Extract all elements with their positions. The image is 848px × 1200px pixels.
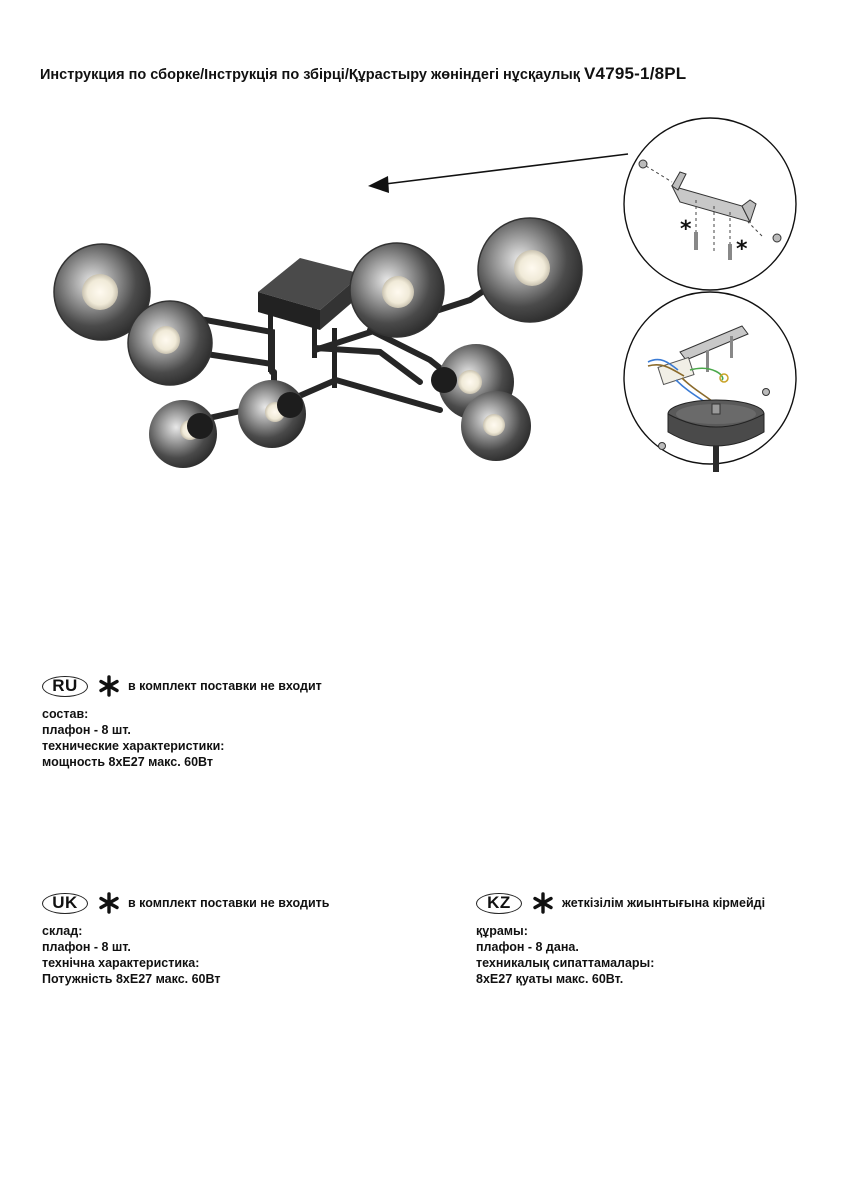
globe-2 bbox=[128, 301, 212, 385]
lang-badge-uk: UK bbox=[42, 893, 88, 914]
model-number: V4795-1/8PL bbox=[584, 64, 687, 83]
asterisk-icon bbox=[98, 892, 120, 914]
globe-8 bbox=[461, 391, 531, 461]
spec-line: плафон - 8 шт. bbox=[42, 723, 131, 737]
spec-lines-ru bbox=[42, 706, 322, 770]
lang-block-uk bbox=[42, 890, 329, 987]
spec-lines-uk bbox=[42, 923, 329, 987]
globe-6 bbox=[478, 218, 582, 322]
spec-line: құрамы: bbox=[476, 924, 528, 938]
not-included-note: в комплект поставки не входит bbox=[128, 679, 322, 693]
asterisk-icon bbox=[98, 675, 120, 697]
spec-line: мощность 8xE27 макс. 60Вт bbox=[42, 755, 214, 769]
spec-line: технические характеристики: bbox=[42, 739, 225, 753]
marker-star-2: * bbox=[736, 237, 748, 262]
assembly-illustration bbox=[0, 0, 848, 520]
not-included-note: жеткізілім жиынтығына кірмейді bbox=[562, 896, 766, 910]
spec-line: плафон - 8 дана. bbox=[476, 940, 579, 954]
lang-badge-ru: RU bbox=[42, 676, 88, 697]
asterisk-icon bbox=[532, 892, 554, 914]
spec-line: 8xE27 қуаты макс. 60Вт. bbox=[476, 972, 624, 986]
pointer-arrow bbox=[368, 154, 628, 193]
spec-line: Потужність 8xE27 макс. 60Вт bbox=[42, 972, 221, 986]
lang-header-ru bbox=[42, 673, 322, 699]
lang-header-uk bbox=[42, 890, 329, 916]
title-text: Инструкция по сборке/Інструкція по збірці/Құрастыру жөніндегі нұсқаулық bbox=[40, 67, 580, 83]
globe-4 bbox=[238, 380, 306, 448]
spec-lines-kz bbox=[476, 923, 765, 987]
marker-star-1: * bbox=[680, 217, 692, 242]
spec-line: плафон - 8 шт. bbox=[42, 940, 131, 954]
not-included-note: в комплект поставки не входить bbox=[128, 896, 330, 910]
spec-line: склад: bbox=[42, 924, 83, 938]
spec-line: состав: bbox=[42, 707, 89, 721]
spec-line: технічна характеристика: bbox=[42, 956, 200, 970]
wiring-canopy-detail bbox=[624, 292, 796, 472]
mounting-bracket-detail bbox=[624, 118, 796, 290]
ceiling-lamp-drawing bbox=[54, 218, 582, 468]
lang-badge-kz: KZ bbox=[476, 893, 522, 914]
lang-block-kz bbox=[476, 890, 765, 987]
globe-5 bbox=[350, 243, 444, 337]
globe-3 bbox=[149, 400, 217, 468]
lang-block-ru bbox=[42, 673, 322, 770]
spec-line: техникалық сипаттамалары: bbox=[476, 956, 655, 970]
lang-header-kz bbox=[476, 890, 765, 916]
